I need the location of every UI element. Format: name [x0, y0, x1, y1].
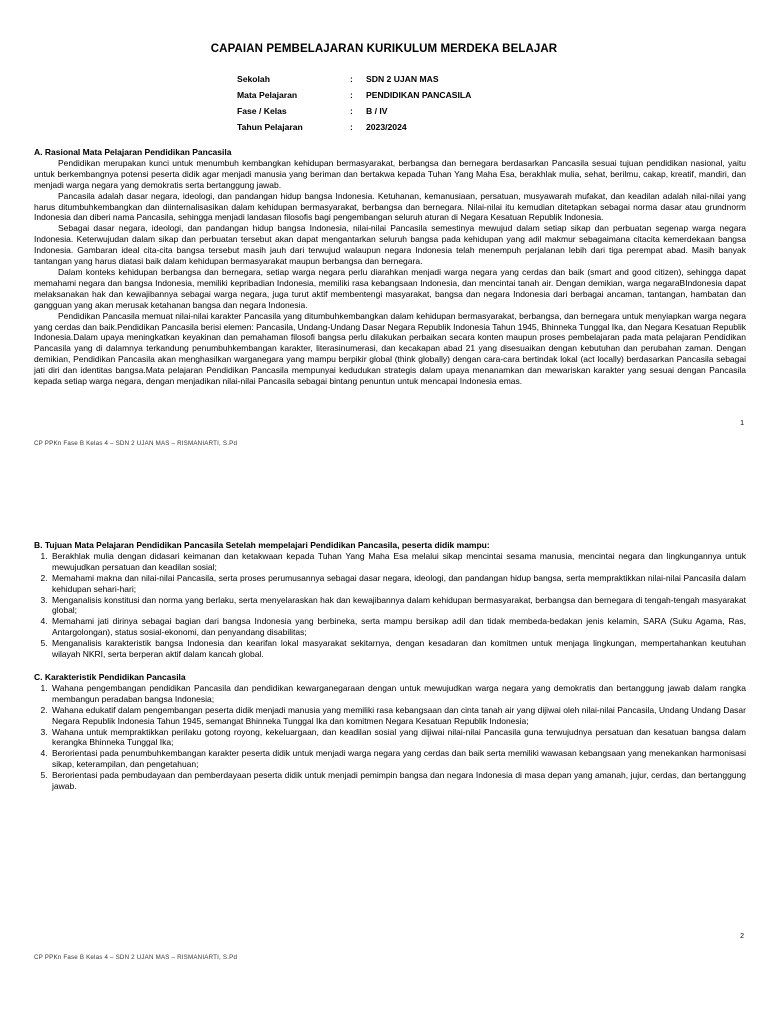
- page-footer: CP PPKn Fase B Kelas 4 – SDN 2 UJAN MAS – RISMANIARTI, S.Pd: [34, 954, 238, 961]
- identity-table: [237, 74, 471, 138]
- identity-label: Mata Pelajaran: [237, 90, 298, 100]
- section-a-paragraph: Dalam konteks kehidupan berbangsa dan bernegara, setiap warga negara perlu diarahkan menjadi warga negara yang cerdas dan baik (smart and good citizen), sehingga dapat memahami negara dan bangsa Indonesia, memiliki kepribadian Indonesia, memiliki rasa kebangsaan Indonesia, dan mencintai tanah air. Dengan demikian, warga negaraBIndonesia dapat melaksanakan hak dan kewajibannya sebagai warga negara, juga turut aktif membentengi masyarakat, bangsa dan negara Indonesia dari berbagai ancaman, tantangan, hambatan dan gangguan yang akan merusak ketahanan bangsa dan negara Indonesia.: [34, 266, 746, 310]
- section-b-list: [34, 551, 746, 660]
- identity-row-school: [237, 74, 471, 90]
- identity-separator: :: [350, 74, 353, 84]
- identity-value: SDN 2 UJAN MAS: [366, 74, 439, 84]
- identity-value: B / IV: [366, 106, 388, 116]
- identity-row-year: [237, 122, 471, 138]
- identity-label: Sekolah: [237, 74, 270, 84]
- identity-separator: :: [350, 122, 353, 132]
- page-number: 1: [740, 420, 744, 427]
- section-a: [34, 147, 746, 387]
- list-item: 5. Berorientasi pada pembudayaan dan pemberdayaan peserta didik untuk menjadi pemimpin bangsa dan negara Indonesia di masa depan yang amanah, jujur, cerdas, dan bertanggung jawab.: [50, 770, 746, 792]
- document-title: CAPAIAN PEMBELAJARAN KURIKULUM MERDEKA BELAJAR: [210, 43, 558, 55]
- section-a-heading: A. Rasional Mata Pelajaran Pendidikan Pancasila: [34, 147, 232, 157]
- section-a-paragraph: Pendidikan Pancasila memuat nilai-nilai karakter Pancasila yang ditumbuhkembangkan dalam kehidupan bermasyarakat, berbangsa, dan bernegara untuk menyiapkan warga negara yang cerdas dan baik.Pendidikan Pancasila berisi elemen: Pancasila, Undang-Undang Dasar Negara Republik Indonesia Tahun 1945, Bhinneka Tunggal Ika, dan Negara Kesatuan Republik Indonesia.Dalam upaya meningkatkan keyakinan dan pemahaman filosofi bangsa perlu dilakukan perbaikan secara konten maupun proses pembelajaran pada mata pelajaran Pendidikan Pancasila yang di dalamnya terkandung penumbuhkembangan karakter, literasinumerasi, dan kecakapan abad 21 yang disesuaikan dengan kebutuhan dan perubahan zaman. Dengan demikian, Pendidikan Pancasila akan menghasilkan warganegara yang mampu berpikir global (think globally) dengan cara-cara bertindak lokal (act locally) berdasarkan Pancasila sebagai jati diri dan identitas bangsa.Mata pelajaran Pendidikan Pancasila mempunyai kedudukan strategis dalam upaya menanamkan dan mewariskan karakter yang sesuai dengan Pancasila kepada setiap warga negara, dengan menjadikan nilai-nilai Pancasila sebagai bintang penuntun untuk mencapai Indonesia emas.: [34, 310, 746, 387]
- list-item: 3. Wahana untuk mempraktikkan perilaku gotong royong, kekeluargaan, dan keadilan sosial yang dijiwai nilai-nilai Pancasila guna terwujudnya persatuan dan kesatuan bangsa dalam kerangka Bhinneka Tunggal Ika;: [50, 727, 746, 749]
- identity-row-phase: [237, 106, 471, 122]
- document-page-2: [0, 500, 768, 1024]
- identity-row-subject: [237, 90, 471, 106]
- list-item: 2. Memahami makna dan nilai-nilai Pancasila, serta proses perumusannya sebagai dasar negara, ideologi, dan pandangan hidup bangsa, serta mempraktikkan nilai-nilai Pancasila dalam kehidupan sehari-hari;: [50, 573, 746, 595]
- identity-value: 2023/2024: [366, 122, 407, 132]
- section-b: [34, 540, 746, 792]
- section-b-heading: B. Tujuan Mata Pelajaran Pendidikan Pancasila Setelah mempelajari Pendidikan Pancasila, peserta didik mampu:: [34, 540, 490, 550]
- section-spacer: [34, 660, 746, 672]
- identity-label: Tahun Pelajaran: [237, 122, 303, 132]
- identity-separator: :: [350, 106, 353, 116]
- identity-separator: :: [350, 90, 353, 100]
- list-item: 4. Memahami jati dirinya sebagai bagian dari bangsa Indonesia yang berbineka, serta mampu bersikap adil dan tidak membeda-bedakan jenis kelamin, SARA (Suku Agama, Ras, Antargolongan), status sosial-ekonomi, dan penyandang disabilitas;: [50, 616, 746, 638]
- list-item: 4. Berorientasi pada penumbuhkembangan karakter peserta didik untuk menjadi warga negara yang cerdas dan baik serta memiliki wawasan kebangsaan yang menekankan harmonisasi sikap, keterampilan, dan pengetahuan;: [50, 748, 746, 770]
- page-number: 2: [740, 933, 744, 940]
- section-a-paragraph: Sebagai dasar negara, ideologi, dan pandangan hidup bangsa Indonesia, nilai-nilai Pancasila semestinya mewujud dalam setiap sikap dan perbuatan segenap warga negara Indonesia. Keterwujudan dalam sikap dan perbuatan tersebut akan dapat mengantarkan seluruh bangsa pada kehidupan yang adil makmur sebagaimana citacita kemerdekaan bangsa Indonesia. Gambaran ideal cita-cita bangsa tersebut masih jauh dari terwujud walaupun negara Indonesia telah menempuh perjalanan lebih dari tiga perempat abad. Masih banyak tantangan yang harus diatasi baik dalam kehidupan bermasyarakat maupun berbangsa dan bernegara.: [34, 223, 746, 267]
- page-footer: CP PPKn Fase B Kelas 4 – SDN 2 UJAN MAS – RISMANIARTI, S.Pd: [34, 440, 238, 447]
- section-a-paragraph: Pendidikan merupakan kunci untuk menumbuh kembangkan kehidupan bermasyarakat, berbangsa dan bernegara berdasarkan Pancasila sesuai tujuan pendidikan nasional, yaitu untuk berkembangnya potensi peserta didik agar menjadi manusia yang beriman dan bertakwa kepada Tuhan Yang Maha Esa, berakhlak mulia, sehat, berilmu, cakap, kreatif, mandiri, dan menjadi warga negara yang demokratis serta bertanggung jawab.: [34, 157, 746, 190]
- list-item: 5. Menganalisis karakteristik bangsa Indonesia dan kearifan lokal masyarakat sekitarnya, dengan kesadaran dan komitmen untuk menjaga lingkungan, mempertahankan keutuhan wilayah NKRI, serta berperan aktif dalam kancah global.: [50, 638, 746, 660]
- identity-label: Fase / Kelas: [237, 106, 287, 116]
- identity-value: PENDIDIKAN PANCASILA: [366, 90, 472, 100]
- section-c-heading: C. Karakteristik Pendidikan Pancasila: [34, 671, 186, 682]
- section-a-paragraph: Pancasila adalah dasar negara, ideologi, dan pandangan hidup bangsa Indonesia. Ketuhanan, kemanusiaan, persatuan, musyawarah mufakat, dan keadilan adalah nilai-nilai yang harus ditumbuhkembangkan dan diinternalisasikan dalam kehidupan bermasyarakat, berbangsa dan bernegara. Nilai-nilai itu kemudian ditetapkan sebagai norma dasar atau grundnorm Indonesia dan diberi nama Pancasila, sehingga menjadi landasan filosofis bagi pengembangan seluruh aturan di Negara Kesatuan Republik Indonesia.: [34, 190, 746, 223]
- list-item: 1. Wahana pengembangan pendidikan Pancasila dan pendidikan kewarganegaraan dengan untuk mewujudkan warga negara yang demokratis dan bertanggung jawab dalam rangka membangun peradaban bangsa Indonesia;: [50, 683, 746, 705]
- list-item: 3. Menganalisis konstitusi dan norma yang berlaku, serta menyelaraskan hak dan kewajibannya dalam kehidupan bermasyarakat, berbangsa dan bernegara di tengah-tengah masyarakat global;: [50, 595, 746, 617]
- document-page-1: [0, 0, 768, 500]
- section-c-list: [34, 683, 746, 792]
- list-item: 1. Berakhlak mulia dengan didasari keimanan dan ketakwaan kepada Tuhan Yang Maha Esa melalui sikap mencintai sesama manusia, mencintai negara dan lingkungannya untuk mewujudkan persatuan dan keadilan sosial;: [50, 551, 746, 573]
- list-item: 2. Wahana edukatif dalam pengembangan peserta didik menjadi manusia yang memiliki rasa kebangsaan dan cinta tanah air yang dijiwai oleh nilai-nilai Pancasila, Undang Undang Dasar Negara Republik Indonesia Tahun 1945, semangat Bhinneka Tunggal Ika dan komitmen Negara Kesatuan Republik Indonesia;: [50, 705, 746, 727]
